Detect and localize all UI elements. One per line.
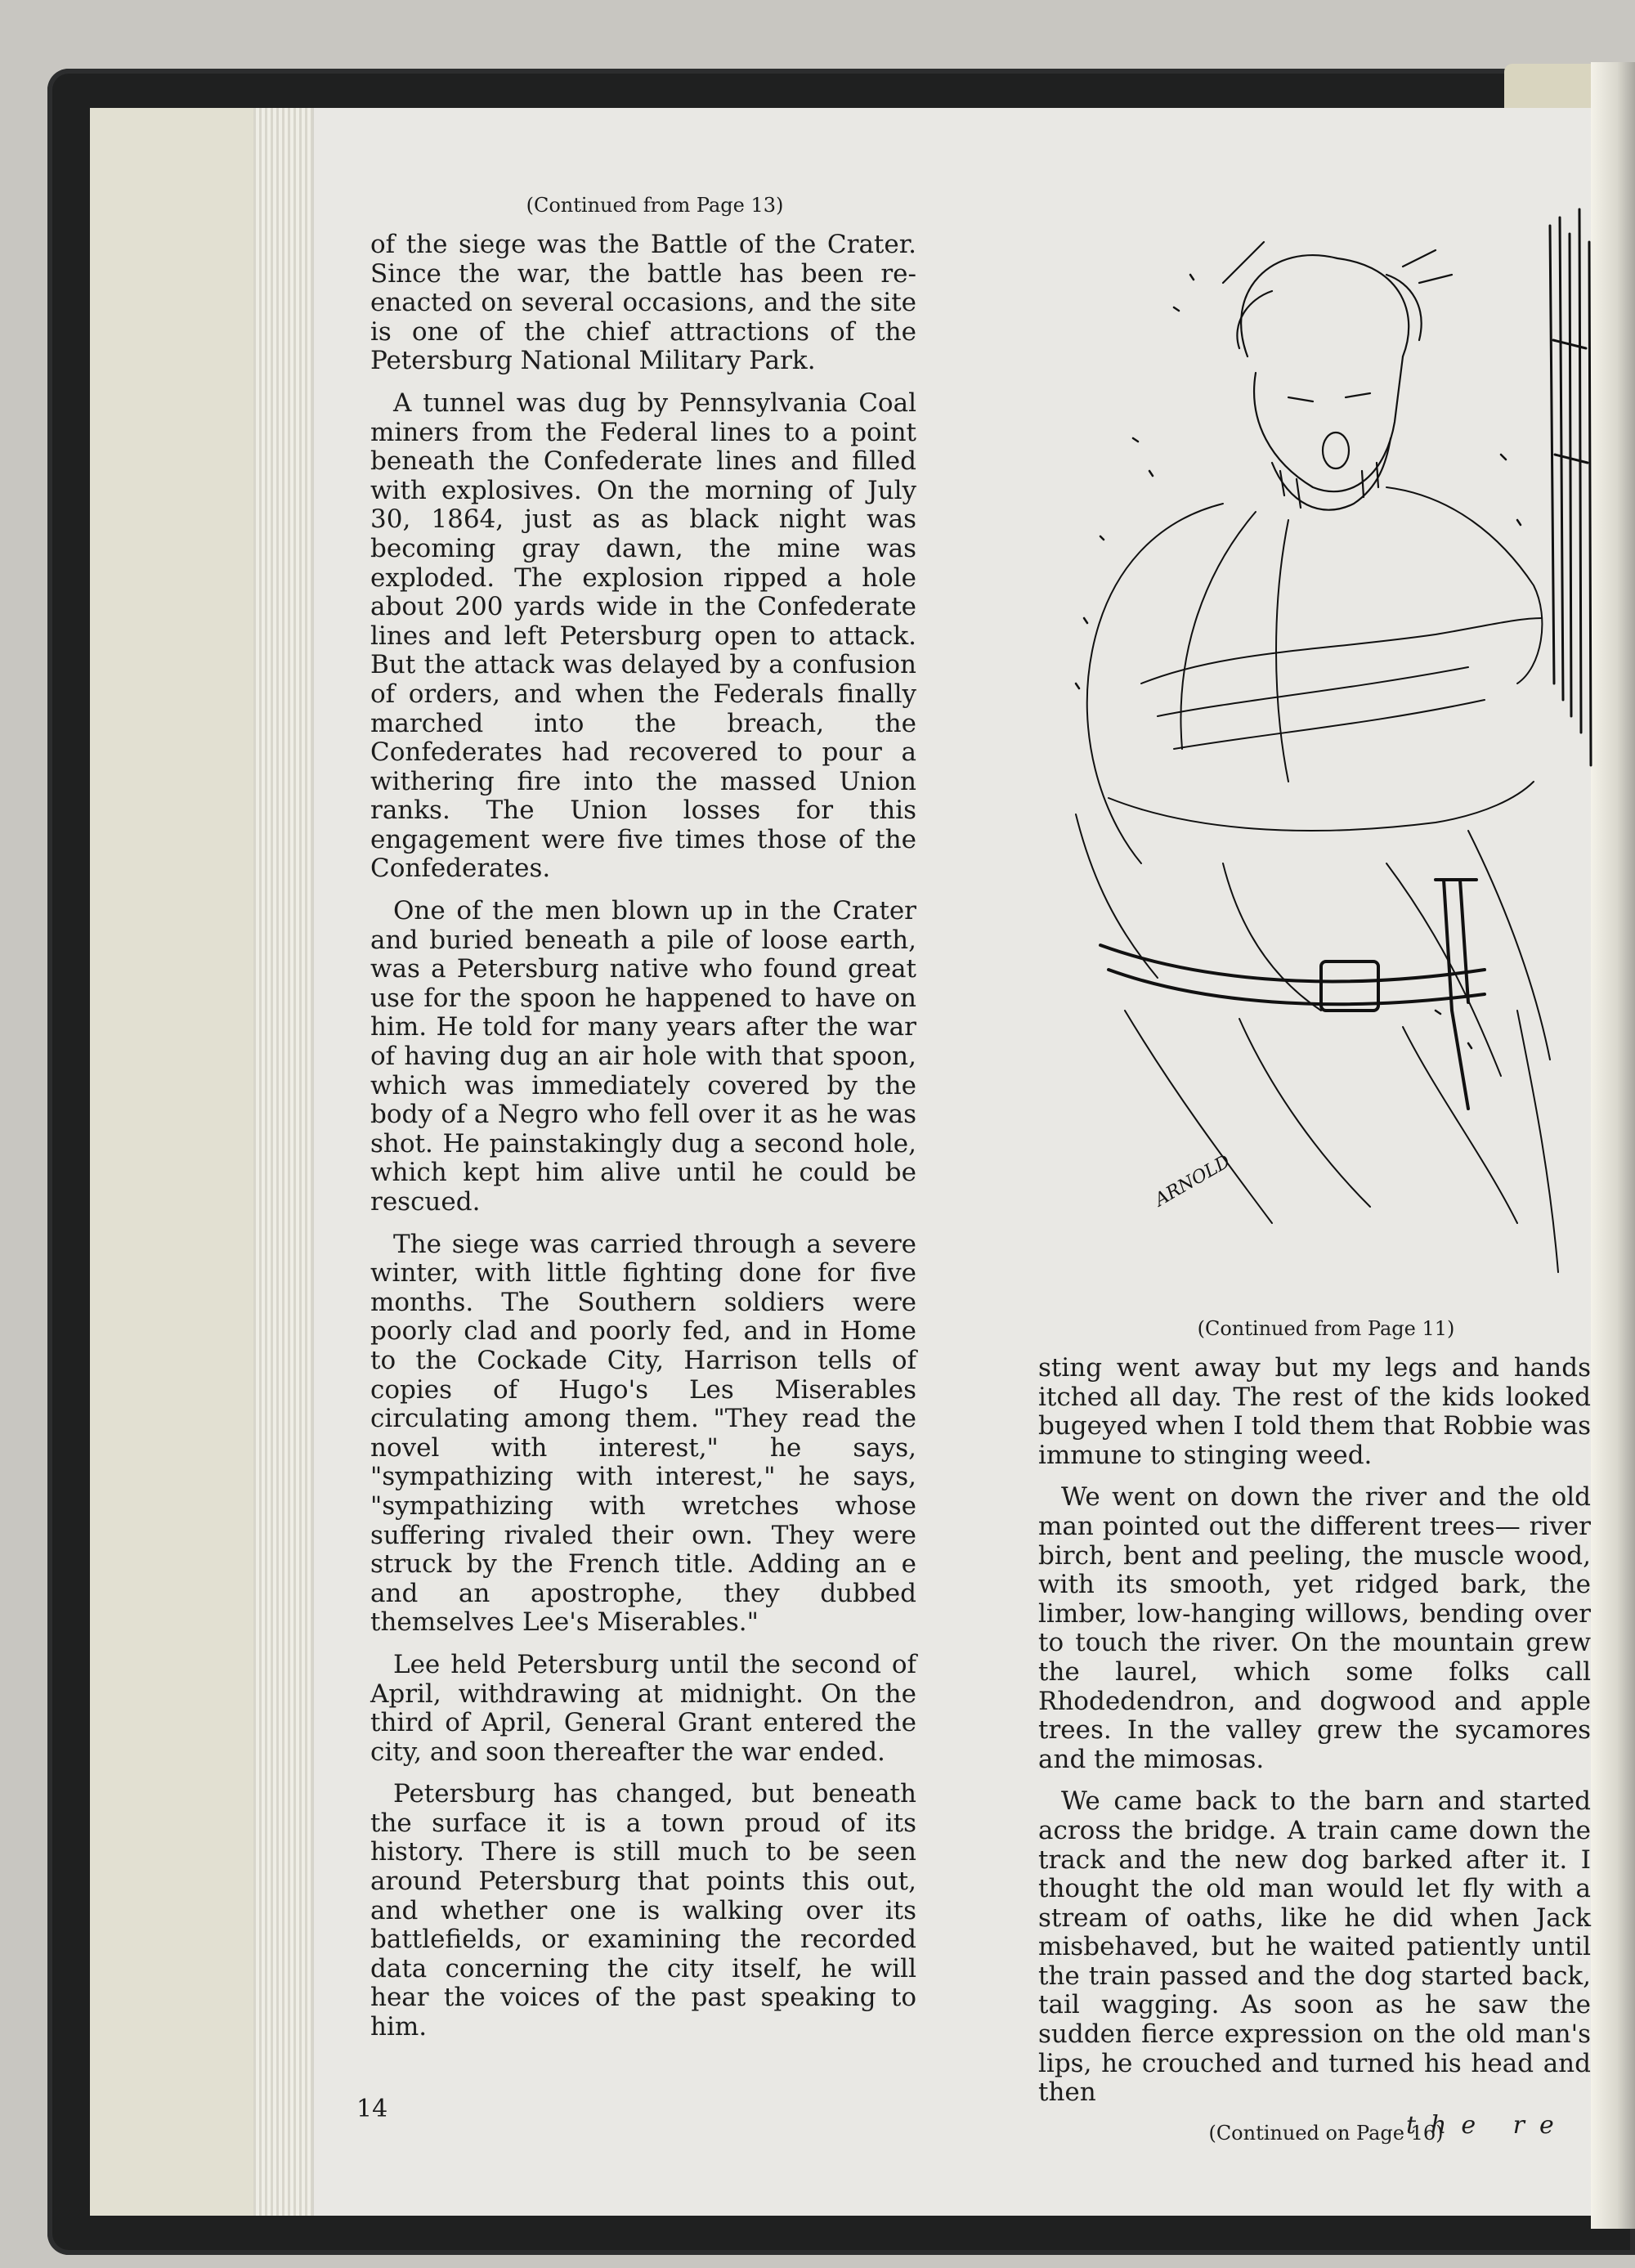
- belt-and-knife-drawing: [1100, 880, 1485, 1109]
- paragraph: A tunnel was dug by Pennsylvania Coal miners from the Federal lines to a point beneath the Confederate lines and filled with explosives. On the morning of July 30, 1864, just as as black night was becoming gray dawn, the mine was exploded. The explosion ripped a hole about 200 yards wide in the Confederate lines and left Petersburg open to attack. But the attack was delayed by a confusion of orders, and when the Federals finally marched into the breach, the Confederates had recovered to pour a withering fire into the massed Union ranks. The Union losses for this engagement were five times those of the Confederates.: [370, 388, 916, 884]
- sketch-illustration: [978, 193, 1599, 1289]
- poles-drawing: [1550, 209, 1591, 765]
- left-text-column: [370, 193, 916, 2055]
- page-stack-edge: [253, 108, 319, 2216]
- page-number: 14: [356, 2095, 388, 2123]
- paragraph: One of the men blown up in the Crater and buried beneath a pile of loose earth, was a Petersburg native who found great use for the spoon he happened to have on him. He told for many years after the war of having dug an air hole with that spoon, which was immediately covered by the body of a Negro who fell over it as he was shot. He painstakingly dug a second hole, which kept him alive until he could be rescued.: [370, 896, 916, 1217]
- lower-body-drawing: [1125, 1011, 1558, 1272]
- artist-signature: ARNOLD: [1151, 1151, 1234, 1211]
- continued-from-note: (Continued from Page 11): [1197, 1317, 1455, 1340]
- head-drawing: [1223, 242, 1452, 510]
- continued-from-note: (Continued from Page 13): [526, 194, 784, 217]
- paragraph: We went on down the river and the old man pointed out the different trees— river birch, bent and peeling, the muscle wood, with its smooth, yet ridged bark, the limber, low-hanging willows, bending over to touch the river. On the mountain grew the laurel, which some folks call Rhodedendron, and dogwood and apple trees. In the valley grew the sycamores and the mimosas.: [1038, 1482, 1591, 1774]
- paragraph: of the siege was the Battle of the Crater. Since the war, the battle has been re-enacted on several occasions, and the site is one of the chief attractions of the Petersburg National Military Park.: [370, 230, 916, 376]
- paragraph: Lee held Petersburg until the second of April, withdrawing at midnight. On the third of April, General Grant entered the city, and soon thereafter the war ended.: [370, 1649, 916, 1767]
- paragraph: Petersburg has changed, but beneath the surface it is a town proud of its history. There is still much to be seen around Petersburg that points this out, and whether one is walking over its battlefields, or examining the recorded data concerning the city itself, he will hear the voices of the past speaking to him.: [370, 1779, 916, 2042]
- paragraph: The siege was carried through a severe winter, with little fighting done for five months. The Southern soldiers were poorly clad and poorly fed, and in Home to the Cockade City, Harrison tells of copies of Hugo's Les Miserables circulating among them. "They read the novel with interest," he says, "sympathizing with interest," he says, "sympathizing with wretches whose suffering rivaled their own. They were struck by the French title. Adding an e and an apostrophe, they dubbed themselves Lee's Miserables.": [370, 1229, 916, 1638]
- left-page-edge: [90, 108, 253, 2216]
- running-head: the re: [1406, 2111, 1569, 2140]
- continued-on-note: (Continued on Page 16): [1208, 2121, 1444, 2145]
- right-text-column: [1038, 1316, 1591, 2158]
- paragraph: We came back to the barn and started across the bridge. A train came down the track and the new dog barked after it. I thought the old man would let fly with a stream of oaths, like he did when Jack misbehaved, but he waited patiently until the train passed and the dog started back, tail wagging. As soon as he saw the sudden fierce expression on the old man's lips, he crouched and turned his head and then: [1038, 1786, 1591, 2108]
- paragraph: sting went away but my legs and hands itched all day. The rest of the kids looked bugeyed when I told them that Robbie was immune to stinging weed.: [1038, 1353, 1591, 1470]
- torso-drawing: [1076, 487, 1550, 1076]
- debris-marks: [1076, 275, 1521, 1048]
